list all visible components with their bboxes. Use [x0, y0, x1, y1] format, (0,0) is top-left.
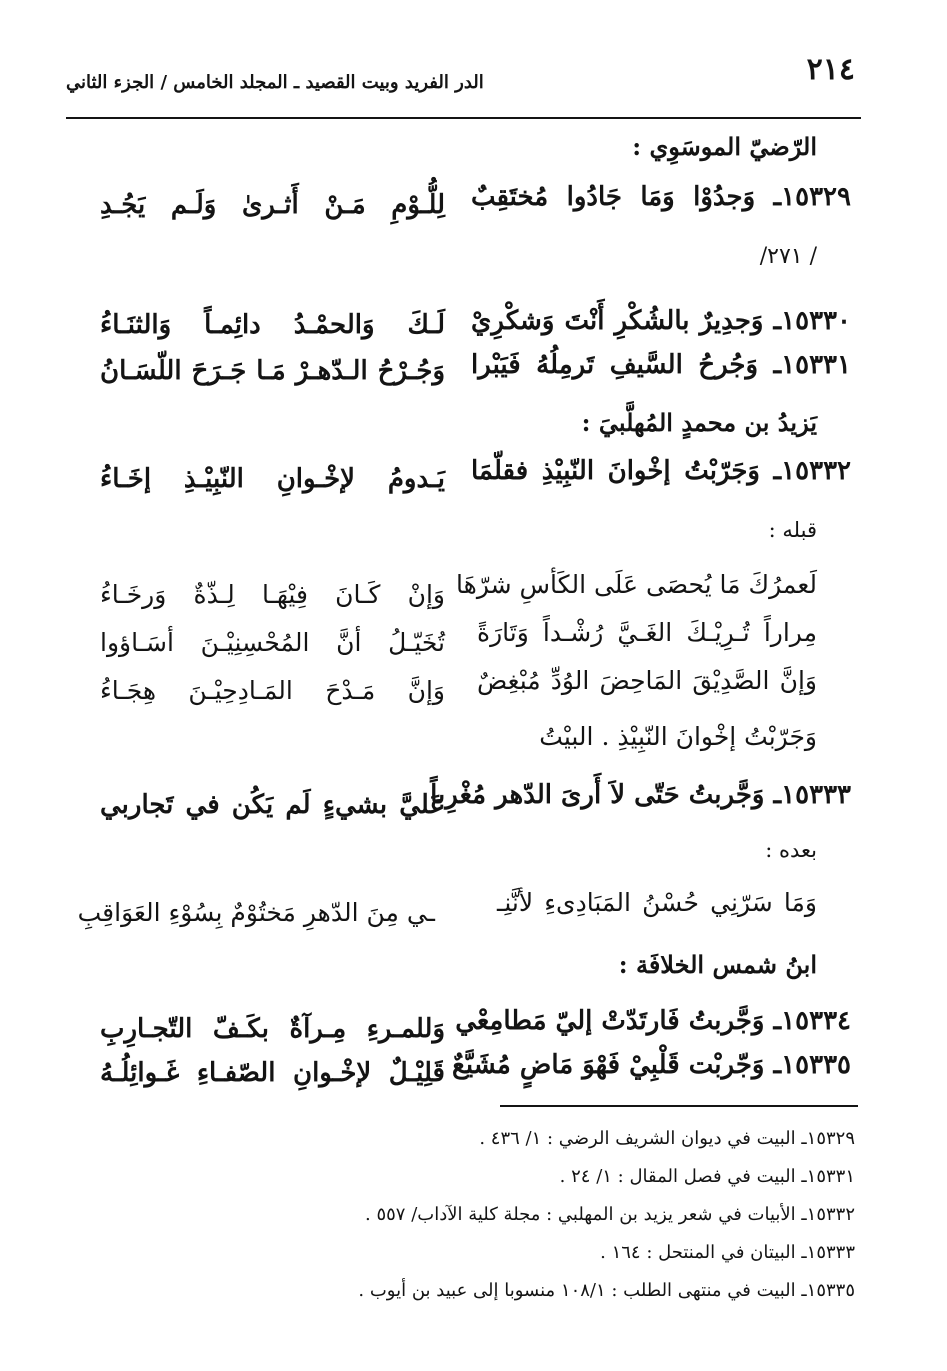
- hemistich-second: يَـدومُ لإخْـوانِ النّبِيْـذِ إخَـاءُ: [100, 464, 445, 494]
- hemistich-first: لَعمرُكَ مَا يُحصَى عَلَى الكَأسِ شرّهَا: [456, 570, 817, 599]
- footnote-15335: ١٥٣٣٥ـ البيت في منتهى الطلب : ١٠٨/١ منسوبا إلى عبيد بن أيوب .: [358, 1280, 855, 1301]
- verse-number: ١٥٣٣١ـ: [773, 350, 851, 380]
- verse-15334-right: [455, 1006, 851, 1036]
- poet-heading-ibn-shams: ابنُ شمس الخلافَة :: [618, 950, 817, 979]
- footnote-15329: ١٥٣٢٩ـ البيت في ديوان الشريف الرضي : ١/ ٤٣٦ .: [479, 1128, 855, 1149]
- hemistich-second: ـي مِنَ الدّهرِ مَختُوْمٌ بِسُوْءِ العَوَاقِبِ: [77, 898, 435, 927]
- hemistich-second: قَلِيْـلٌ لإخْـوانِ الصّفـاءِ غَـوائِلُـهُ: [100, 1058, 445, 1088]
- verse-15333-right: [430, 780, 851, 810]
- verse-15335-right: [452, 1050, 851, 1080]
- verse-15330-right: [471, 306, 851, 336]
- verse-15331-right: [471, 350, 851, 380]
- header-divider: [66, 117, 861, 119]
- hemistich-first: وَإنَّ الصَّدِيْقَ المَاحِضَ الوُدِّ مُبْغِضٌ: [477, 666, 817, 695]
- footnote-15331: ١٥٣٣١ـ البيت في فصل المقال : ١/ ٢٤ .: [559, 1166, 855, 1187]
- after-label: بعده :: [765, 838, 817, 862]
- hemistich-first: وَجدُوْا وَمَا جَادُوا مُختَقِبٌ: [471, 182, 756, 212]
- verse-number: ١٥٣٣٠ـ: [773, 306, 851, 336]
- hemistich-second: وَإنَّ مَـدْحَ المَـادِحِيْـنَ هِجَـاءُ: [100, 676, 445, 705]
- poet-heading-radi: الرّضيّ الموسَوِي :: [632, 132, 817, 161]
- hemistich-first: مِراراً تُـرِيْـكَ الغَـيَّ رُشْـداً وَتَارَةً: [477, 618, 817, 647]
- hemistich-first: وَمَا سَرّنِي حُسْنُ المَبَادِىءِ لأنَّنِـ: [497, 888, 817, 917]
- hemistich-first: وَجَّربتُ حَتّى لاَ أَرىَ الدّهر مُغْرِباً: [430, 780, 765, 810]
- verse-15329-reference: / ٢٧١/: [759, 244, 817, 269]
- verse-number: ١٥٣٣٣ـ: [773, 780, 851, 810]
- running-head: الدر الفريد وبيت القصيد ـ المجلد الخامس / الجزء الثاني: [66, 72, 484, 93]
- before-label: قبله :: [768, 518, 817, 542]
- hemistich-first: وَجدِيرٌ بالشُكْرِ أَنْتَ وَشكْرِيْ: [471, 306, 764, 336]
- footnote-15333: ١٥٣٣٣ـ البيتان في المنتحل : ١٦٤ .: [600, 1242, 855, 1263]
- verse-number: ١٥٣٣٤ـ: [773, 1006, 851, 1036]
- verse-15329-right: [471, 182, 851, 212]
- hemistich-second: تُخَيّـلُ أنَّ المُحْسِنِيْـنَ أسَـاؤوا: [100, 628, 445, 657]
- hemistich-first: وَجُرحُ السَّيفِ تَرمِلُهُ فَيَبْرا: [471, 350, 759, 380]
- hemistich-second: وَللمـرءِ مِـرآةٌ بكَـفّ التّجـارِبِ: [100, 1014, 445, 1044]
- before-tail: وَجَرّبْتُ إخْوانَ النّبِيْذِ . البيْتُ: [539, 722, 817, 751]
- poet-heading-muhallabi: يَزيدُ بن محمدٍ المُهلَّبيَ :: [581, 408, 817, 437]
- verse-number: ١٥٣٢٩ـ: [773, 182, 851, 212]
- footnote-divider: [500, 1105, 858, 1107]
- hemistich-first: وَجَرّبْتُ إخْوانَ النّبِيْذِ فقلّمَا: [471, 456, 760, 486]
- hemistich-second: عَليَّ بشيءٍ لَم يَكُن في تَجاربي: [100, 790, 445, 820]
- hemistich-second: لَـكَ وَالحمْـدُ دائِمـاً وَالثنَـاءُ: [100, 310, 445, 340]
- hemistich-second: لِلُّـوْمِ مَـنْ أَثـرىٰ وَلَـم يَجُـدِ: [100, 190, 445, 220]
- footnote-15332: ١٥٣٣٢ـ الأبيات في شعر يزيد بن المهلبي : مجلة كلية الآداب/ ٥٥٧ .: [365, 1204, 855, 1225]
- hemistich-first: وَجَّربتُ فَارتَدّتْ إليّ مَطامِعْي: [455, 1006, 765, 1036]
- hemistich-first: وَجّربْت قَلْبِيْ فَهْوَ مَاضٍ مُشَيَّعٌ: [452, 1050, 765, 1080]
- verse-number: ١٥٣٣٥ـ: [773, 1050, 851, 1080]
- verse-number: ١٥٣٣٢ـ: [773, 456, 851, 486]
- page-number: ٢١٤: [806, 52, 855, 87]
- hemistich-second: وَجُـرْحُ الـدّهـرْ مَـا جَـرَحَ اللّسَـانُ: [100, 356, 445, 386]
- verse-15332-right: [471, 456, 851, 486]
- hemistich-second: وَإنْ كَـانَ فِيْهَـا لِـذّةٌ وَرخَـاءُ: [100, 580, 445, 609]
